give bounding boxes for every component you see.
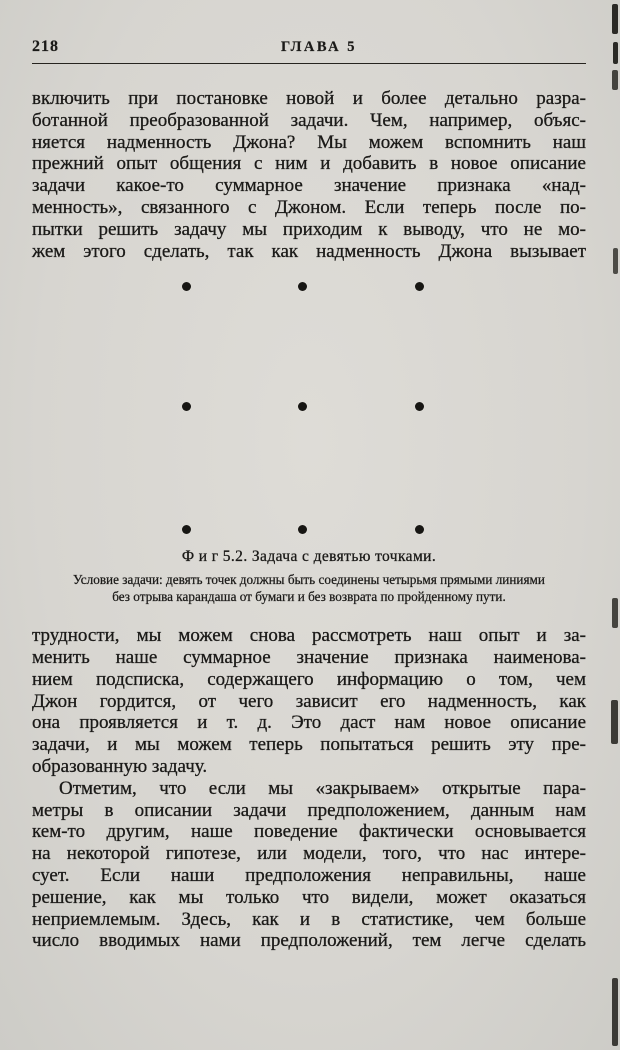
text-line: на некоторой гипотезе, или модели, того, что нас интере- — [32, 843, 586, 865]
nine-dots-figure — [32, 280, 586, 534]
scan-artifact — [611, 700, 618, 744]
grid-dot — [415, 525, 424, 534]
scan-artifact — [613, 42, 618, 64]
text-line: менить наше суммарное значение признака наименова- — [32, 646, 586, 668]
page-number: 218 — [32, 38, 59, 55]
grid-dot — [298, 402, 307, 411]
paragraph-1 — [32, 88, 586, 262]
scan-artifact — [612, 4, 618, 34]
dot-grid — [182, 280, 424, 534]
grid-dot — [415, 402, 424, 411]
grid-dot — [298, 525, 307, 534]
figure-condition-line-2: без отрыва карандаша от бумаги и без возврата по пройденному пути. — [112, 588, 506, 604]
grid-dot — [182, 402, 191, 411]
scan-artifact — [612, 70, 618, 90]
text-line: пытки решить задачу мы приходим к выводу, что не мо- — [32, 218, 586, 240]
scan-artifact — [612, 598, 618, 628]
text-column — [32, 38, 586, 952]
text-line: прежний опыт общения с ним и добавить в новое описание — [32, 153, 586, 175]
text-line: неприемлемым. Здесь, как и в статистике, чем больше — [32, 908, 586, 930]
text-line: нием подсписка, содержащего информацию о том, чем — [32, 668, 586, 690]
grid-dot — [298, 282, 307, 291]
text-line: Отметим, что если мы «закрываем» открытые пара- — [59, 777, 586, 799]
grid-dot — [415, 282, 424, 291]
text-line: задачи какое-то суммарное значение признака «над- — [32, 175, 586, 197]
figure-condition — [32, 572, 586, 605]
scan-artifact — [613, 248, 618, 274]
header-rule — [32, 63, 586, 64]
figure-condition-line-1: Условие задачи: девять точек должны быть соединены четырьмя прямыми линиями — [73, 572, 545, 588]
running-head — [32, 38, 586, 56]
scan-artifact — [612, 978, 618, 1046]
text-line: метры в описании задачи предположением, данным нам — [32, 799, 586, 821]
text-line: няется надменность Джона? Мы можем вспомнить наш — [32, 131, 586, 153]
figure-caption: Ф и г 5.2. Задача с девятью точками. — [181, 548, 437, 566]
text-line: число вводимых нами предположений, тем легче сделать — [32, 930, 586, 952]
grid-dot — [182, 282, 191, 291]
text-line: менность», связанного с Джоном. Если теперь после по- — [32, 196, 586, 218]
chapter-heading: ГЛАВА 5 — [281, 39, 357, 55]
text-line: решение, как мы только что видели, может оказаться — [32, 886, 586, 908]
paragraph-2 — [32, 625, 586, 778]
text-line: она проявляется и т. д. Это даст нам новое описание — [32, 712, 586, 734]
text-line: Джон гордится, от чего зависит его надменность, как — [32, 690, 586, 712]
paragraph-3 — [32, 778, 586, 952]
text-line: кем-то другим, наше поведение фактически основывается — [32, 821, 586, 843]
text-line: жем этого сделать, так как надменность Джона вызывает — [32, 240, 586, 262]
text-line: включить при постановке новой и более детально разра- — [32, 88, 586, 109]
text-line: задачи, и мы можем теперь попытаться решить эту пре- — [32, 734, 586, 756]
text-line: ботанной преобразованной задачи. Чем, например, объяс- — [32, 109, 586, 131]
grid-dot — [182, 525, 191, 534]
text-line: сует. Если наши предположения неправильны, наше — [32, 864, 586, 886]
text-line: образованную задачу. — [32, 755, 208, 777]
text-line: трудности, мы можем снова рассмотреть наш опыт и за- — [32, 625, 586, 647]
